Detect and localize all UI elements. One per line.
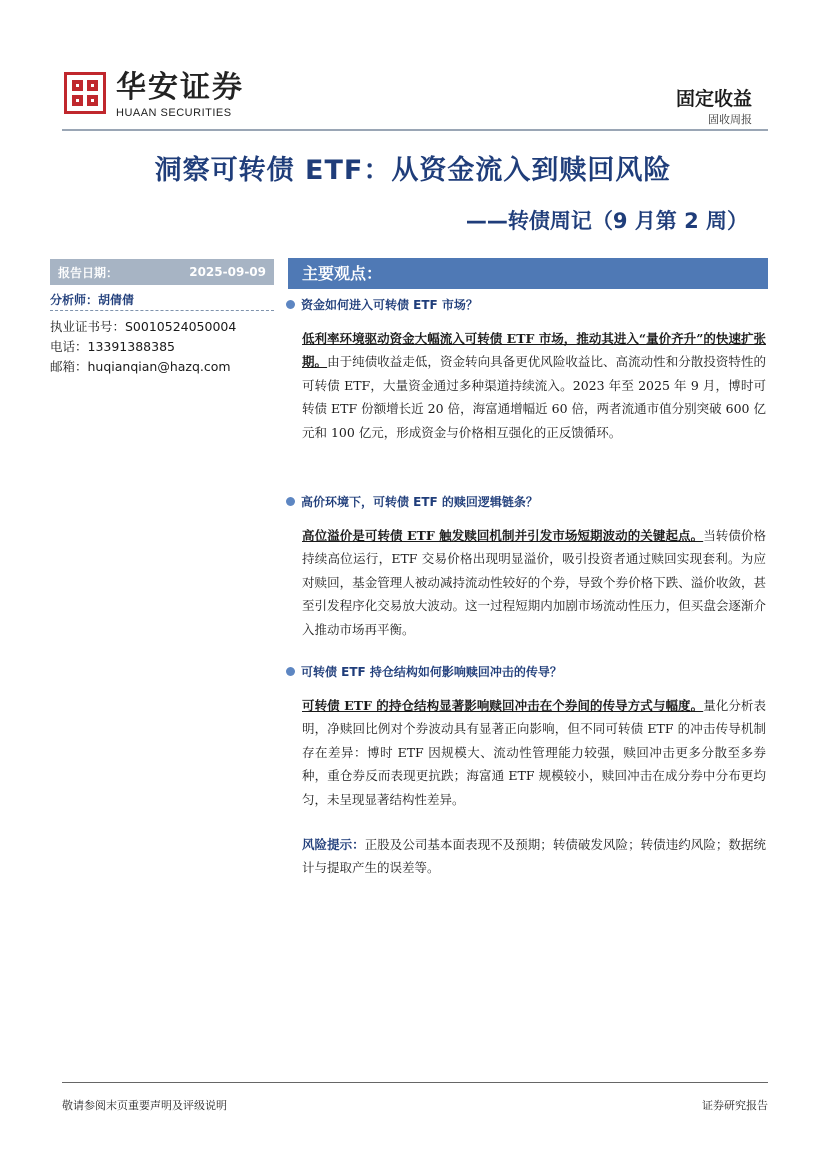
section-1-paragraph [302, 327, 766, 444]
analyst-name: 分析师：胡倩倩 [50, 293, 135, 307]
report-date-value: 2025-09-09 [189, 265, 266, 279]
section-1-body: 由于纯债收益走低，资金转向具备更优风险收益比、高流动性和分散投资特性的可转债 ETF，大量资金通过多种渠道持续流入。2023 年至 2025 年 9 月，博时可转债 ETF 份额增长近 20 倍，海富通增幅近 60 倍，两者流通市值分别突破 600 亿元和 100 亿元，形成资金与价格相互强化的正反馈循环。 [302, 354, 766, 440]
logo-wordmark-en: HUAAN SECURITIES [116, 107, 232, 119]
risk-paragraph [302, 833, 766, 880]
question-2-text: 高价环境下，可转债 ETF 的赎回逻辑链条？ [301, 495, 538, 509]
risk-text: 正股及公司基本面表现不及预期；转债破发风险；转债违约风险；数据统计与提取产生的误差等。 [302, 837, 766, 876]
logo-seal-icon [70, 78, 100, 108]
question-3 [286, 663, 562, 680]
question-1 [286, 296, 478, 313]
main-points-heading: 主要观点： [288, 258, 768, 289]
section-3-paragraph [302, 694, 766, 811]
footer-disclaimer: 敬请参阅末页重要声明及评级说明 [62, 1099, 227, 1112]
analyst-divider [50, 310, 274, 311]
section-2-lead: 高位溢价是可转债 ETF 触发赎回机制并引发市场短期波动的关键起点。 [302, 528, 704, 543]
section-2-paragraph [302, 524, 766, 641]
section-3-lead: 可转债 ETF 的持仓结构显著影响赎回冲击在个券间的传导方式与幅度。 [302, 698, 704, 713]
question-2 [286, 493, 538, 510]
analyst-phone: 电话：13391388385 [50, 339, 175, 354]
report-subcategory: 固收周报 [708, 113, 752, 126]
footer-divider [62, 1082, 768, 1083]
analyst-cert: 执业证书号：S0010524050004 [50, 319, 237, 334]
bullet-icon [286, 667, 295, 676]
risk-label: 风险提示： [302, 837, 365, 852]
logo-mark [64, 72, 106, 114]
bullet-icon [286, 300, 295, 309]
report-subtitle: ——转债周记（9 月第 2 周） [465, 209, 748, 233]
report-title: 洞察可转债 ETF：从资金流入到赎回风险 [154, 155, 672, 186]
report-date-label: 报告日期： [58, 265, 119, 280]
logo-wordmark-cn: 华安证券 [116, 70, 244, 105]
section-1-lead: 低利率环境驱动资金大幅流入可转债 ETF 市场，推动其进入“量价齐升”的快速扩张期。 [302, 331, 766, 370]
question-1-text: 资金如何进入可转债 ETF 市场？ [301, 298, 478, 312]
section-3-body: 量化分析表明，净赎回比例对个券波动具有显著正向影响，但不同可转债 ETF 的冲击传导机制存在差异：博时 ETF 因规模大、流动性管理能力较强，赎回冲击更多分散至多券种，重仓券反而表现更抗跌；海富通 ETF 规模较小，赎回冲击在成分券中分布更均匀，未呈现显著结构性差异。 [302, 698, 766, 807]
footer-report-type: 证券研究报告 [702, 1099, 768, 1112]
report-category: 固定收益 [675, 88, 752, 110]
report-date-bar [50, 259, 274, 285]
section-2-body: 当转债价格持续高位运行，ETF 交易价格出现明显溢价，吸引投资者通过赎回实现套利。为应对赎回，基金管理人被动减持流动性较好的个券，导致个券价格下跌、溢价收敛，甚至引发程序化交易放大波动。这一过程短期内加剧市场流动性压力，但买盘会逐渐介入推动市场再平衡。 [302, 528, 766, 637]
header-divider [62, 129, 768, 131]
question-3-text: 可转债 ETF 持仓结构如何影响赎回冲击的传导？ [301, 665, 562, 679]
analyst-email[interactable]: 邮箱：huqianqian@hazq.com [50, 359, 231, 374]
bullet-icon [286, 497, 295, 506]
